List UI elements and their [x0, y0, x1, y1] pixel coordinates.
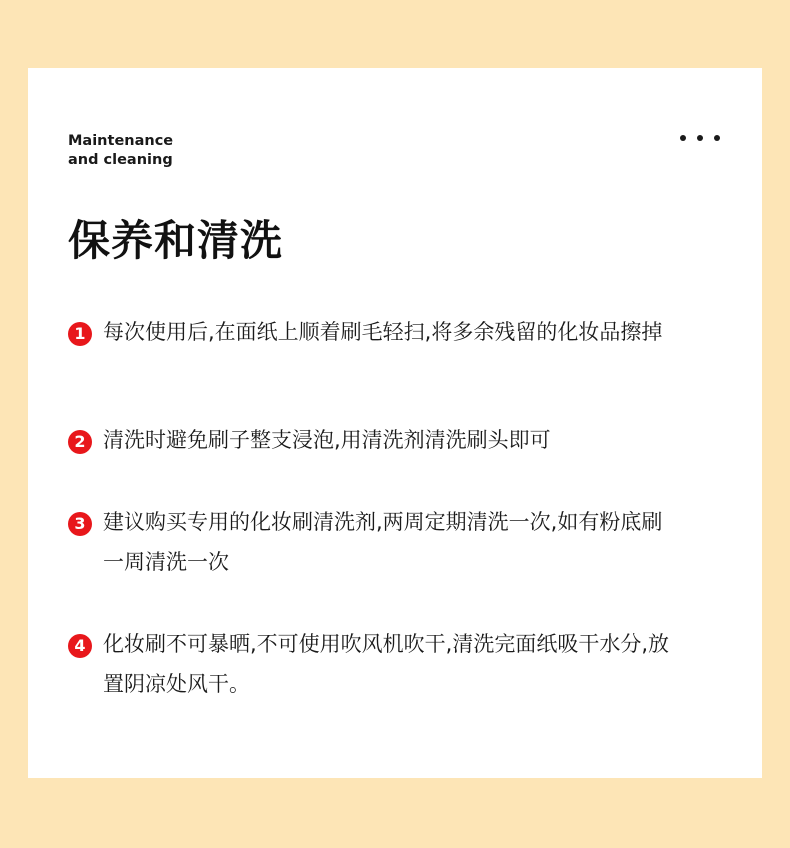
more-horizontal-icon[interactable]: [680, 134, 720, 142]
number-badge: 2: [68, 430, 92, 454]
list-item-text: 每次使用后,在面纸上顺着刷毛轻扫,将多余残留的化妆品擦掉: [103, 320, 663, 344]
content-card: [28, 68, 762, 778]
list-item: [68, 630, 678, 704]
list-item-text: 清洗时避免刷子整支浸泡,用清洗剂清洗刷头即可: [103, 428, 551, 452]
number-badge: 4: [68, 634, 92, 658]
list-item: [68, 508, 678, 582]
list-item: [68, 426, 678, 460]
dot: [714, 135, 720, 141]
number-badge: 1: [68, 322, 92, 346]
section-eyebrow: [68, 132, 268, 170]
list-item: [68, 318, 678, 352]
eyebrow-line-2: and cleaning: [68, 152, 173, 168]
page-title: 保养和清洗: [68, 216, 284, 265]
list-item-text: 化妆刷不可暴晒,不可使用吹风机吹干,清洗完面纸吸干水分,放置阴凉处风干。: [103, 632, 670, 696]
dot: [697, 135, 703, 141]
dot: [680, 135, 686, 141]
list-item-text: 建议购买专用的化妆刷清洗剂,两周定期清洗一次,如有粉底刷一周清洗一次: [103, 510, 663, 574]
number-badge: 3: [68, 512, 92, 536]
eyebrow-line-1: Maintenance: [68, 133, 174, 149]
